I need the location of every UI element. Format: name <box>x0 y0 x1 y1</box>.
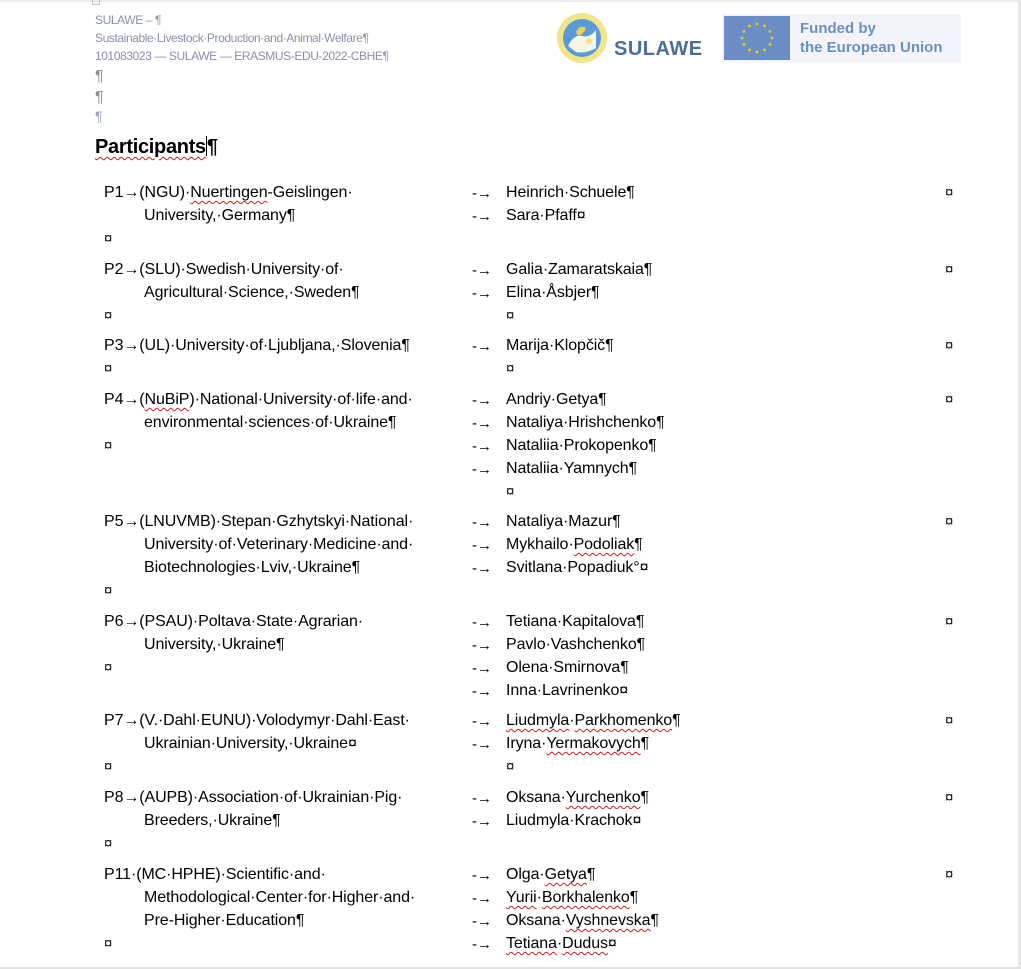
header-line-1[interactable]: SULAWE – ¶ <box>95 13 162 27</box>
contact-name[interactable] <box>506 284 600 302</box>
text-run: Nataliia·Yamnych¶ <box>506 460 638 477</box>
spellcheck-flagged-word: Nuertingen <box>190 184 268 201</box>
text-run: )·National·University·of·life·and· <box>189 391 413 408</box>
contact-name[interactable] <box>506 659 629 677</box>
text-run: P11·(MC·HPHE)·Scientific·and· <box>104 866 326 883</box>
contact-name[interactable] <box>506 536 643 554</box>
text-run: ¤ <box>607 935 617 952</box>
bullet-arrow-icon: -→ <box>472 713 492 730</box>
text-run: Galia·Zamaratskaia¶ <box>506 261 653 278</box>
cell-end-mark: ¤ <box>506 758 515 775</box>
organization-line[interactable] <box>144 636 285 654</box>
spellcheck-flagged-word: Borkhalenko <box>541 889 630 906</box>
row-end-mark: ¤ <box>945 866 954 883</box>
spellcheck-flagged-word: Parkhomenko <box>574 712 673 729</box>
text-run: University,·Germany¶ <box>144 207 296 224</box>
contact-name[interactable] <box>506 613 644 631</box>
text-run: Biotechnologies·Lviv,·Ukraine¶ <box>144 559 361 576</box>
cell-end-mark: ¤ <box>506 307 515 324</box>
cell-end-mark: ¤ <box>104 659 113 676</box>
text-run: P3→(UL)·University·of·Ljubljana,·Slovenia¶ <box>104 337 410 354</box>
cell-end-mark: ¤ <box>104 835 113 852</box>
page-top-edge <box>0 0 1021 2</box>
bullet-arrow-icon: -→ <box>472 614 492 631</box>
organization-line[interactable] <box>104 391 413 409</box>
organization-line[interactable] <box>144 284 360 302</box>
contact-name[interactable] <box>506 812 641 830</box>
organization-line[interactable] <box>144 536 413 554</box>
organization-line[interactable] <box>144 912 304 930</box>
cell-end-mark: ¤ <box>506 483 515 500</box>
bullet-arrow-icon: -→ <box>472 208 492 225</box>
organization-line[interactable] <box>144 735 357 753</box>
text-run: Olga· <box>506 866 545 883</box>
row-end-mark: ¤ <box>945 789 954 806</box>
text-run: · <box>556 935 563 952</box>
bullet-arrow-icon: -→ <box>472 683 492 700</box>
spellcheck-flagged-word: Tetiana <box>506 935 557 952</box>
header-line-2[interactable]: Sustainable·Livestock·Production·and·Animal·Welfare¶ <box>95 31 369 45</box>
contact-name[interactable] <box>506 437 657 455</box>
title-paragraph-mark: ¶ <box>206 136 218 158</box>
text-run: Nataliia·Prokopenko¶ <box>506 437 657 454</box>
bullet-arrow-icon: -→ <box>472 461 492 478</box>
text-run: P1→(NGU)· <box>104 184 191 201</box>
contact-name[interactable] <box>506 636 645 654</box>
text-run: Nataliya·Hrishchenko¶ <box>506 414 665 431</box>
cell-end-mark: ¤ <box>104 437 113 454</box>
contact-name[interactable] <box>506 912 659 930</box>
cell-end-mark: ¤ <box>506 360 515 377</box>
contact-name[interactable] <box>506 184 635 202</box>
bullet-arrow-icon: -→ <box>472 560 492 577</box>
contact-name[interactable] <box>506 261 652 279</box>
spellcheck-flagged-word: Yurii <box>506 889 537 906</box>
row-end-mark: ¤ <box>945 513 954 530</box>
text-run: ¶ <box>672 712 681 729</box>
contact-name[interactable] <box>506 559 648 577</box>
text-run: P6→(PSAU)·Poltava·State·Agrarian· <box>104 613 364 630</box>
contact-name[interactable] <box>506 513 621 531</box>
spellcheck-flagged-word: Podoliak <box>573 536 635 553</box>
text-run: Oksana· <box>506 789 566 806</box>
text-run: Breeders,·Ukraine¶ <box>144 812 281 829</box>
contact-name[interactable] <box>506 866 595 884</box>
bullet-arrow-icon: -→ <box>472 660 492 677</box>
organization-line[interactable] <box>104 789 402 807</box>
bullet-arrow-icon: -→ <box>472 736 492 753</box>
bullet-arrow-icon: -→ <box>472 285 492 302</box>
organization-line[interactable] <box>104 866 326 884</box>
text-run: Andriy·Getya¶ <box>506 391 607 408</box>
text-run: Heinrich·Schuele¶ <box>506 184 635 201</box>
organization-line[interactable] <box>144 559 360 577</box>
bullet-arrow-icon: -→ <box>472 813 492 830</box>
text-run: Oksana· <box>506 912 566 929</box>
title-text: Participants <box>95 136 206 158</box>
eu-funding-logo <box>722 14 961 62</box>
organization-line[interactable] <box>144 414 396 432</box>
bullet-arrow-icon: -→ <box>472 338 492 355</box>
text-run: P7→(V.·Dahl·EUNU)·Volodymyr·Dahl·East· <box>104 712 410 729</box>
cell-end-mark: ¤ <box>104 758 113 775</box>
text-run: Pavlo·Vashchenko¶ <box>506 636 646 653</box>
contact-name[interactable] <box>506 889 638 907</box>
row-end-mark: ¤ <box>945 712 954 729</box>
text-run: ¶ <box>650 912 659 929</box>
text-run: Elina·Åsbjer¶ <box>506 284 600 301</box>
contact-name[interactable] <box>506 337 614 355</box>
text-run: ¶ <box>629 889 639 906</box>
cell-end-mark: ¤ <box>104 230 113 247</box>
page-title[interactable] <box>95 136 218 159</box>
spellcheck-flagged-word: Getya <box>544 866 587 883</box>
text-run: ¶ <box>640 789 649 806</box>
organization-line[interactable] <box>104 613 363 631</box>
eu-text-line-2: the European Union <box>800 39 943 56</box>
organization-line[interactable] <box>104 184 353 202</box>
bullet-arrow-icon: -→ <box>472 913 492 930</box>
spellcheck-flagged-word: Liudmyla <box>506 712 570 729</box>
text-run: -Geislingen· <box>267 184 353 201</box>
bullet-arrow-icon: -→ <box>472 262 492 279</box>
text-run: Mykhailo· <box>506 536 574 553</box>
sulawe-logo-text: SULAWE <box>614 38 703 60</box>
spellcheck-flagged-word: Yurchenko <box>565 789 641 806</box>
bullet-arrow-icon: -→ <box>472 537 492 554</box>
text-run: Nataliya·Mazur¶ <box>506 513 621 530</box>
text-run: Sara·Pfaff¤ <box>506 207 586 224</box>
text-run: P5→(LNUVMB)·Stepan·Gzhytskyi·National· <box>104 513 414 530</box>
organization-line[interactable] <box>144 812 281 830</box>
text-run: Inna·Lavrinenko¤ <box>506 682 629 699</box>
bullet-arrow-icon: -→ <box>472 936 492 953</box>
organization-line[interactable] <box>104 337 410 355</box>
contact-name[interactable] <box>506 735 649 753</box>
contact-name[interactable] <box>506 935 617 953</box>
text-run: ¶ <box>586 866 596 883</box>
text-run: ¶ <box>634 536 643 553</box>
eu-funding-text <box>800 19 943 57</box>
cell-end-mark: ¤ <box>104 935 113 952</box>
text-run: University,·Ukraine¶ <box>144 636 285 653</box>
sulawe-logo-icon <box>556 12 608 64</box>
text-run: Methodological·Center·for·Higher·and· <box>144 889 416 906</box>
text-run: P4→( <box>104 391 145 408</box>
cell-end-mark: ¤ <box>104 582 113 599</box>
text-run: Agricultural·Science,·Sweden¶ <box>144 284 360 301</box>
bullet-arrow-icon: -→ <box>472 890 492 907</box>
row-end-mark: ¤ <box>945 261 954 278</box>
contact-name[interactable] <box>506 414 665 432</box>
contact-name[interactable] <box>506 712 681 730</box>
text-run: Ukrainian·University,·Ukraine¤ <box>144 735 357 752</box>
text-run: ¶ <box>640 735 650 752</box>
bullet-arrow-icon: -→ <box>472 637 492 654</box>
text-run: P2→(SLU)·Swedish·University·of· <box>104 261 344 278</box>
spellcheck-flagged-word: NuBiP <box>144 391 190 408</box>
bullet-arrow-icon: -→ <box>472 514 492 531</box>
text-run: · <box>536 889 542 906</box>
text-run: environmental·sciences·of·Ukraine¶ <box>144 414 397 431</box>
row-end-mark: ¤ <box>945 184 954 201</box>
eu-flag-icon <box>724 16 790 60</box>
header-line-3[interactable]: 101083023 — SULAWE — ERASMUS-EDU-2022-CBHE¶ <box>95 49 389 63</box>
organization-line[interactable] <box>144 207 295 225</box>
text-run: Olena·Smirnova¶ <box>506 659 629 676</box>
cell-end-mark: ¤ <box>104 307 113 324</box>
text-run: Iryna· <box>506 735 547 752</box>
text-run: University·of·Veterinary·Medicine·and· <box>144 536 414 553</box>
contact-name[interactable] <box>506 789 649 807</box>
organization-line[interactable] <box>104 712 410 730</box>
row-end-mark: ¤ <box>945 391 954 408</box>
bullet-arrow-icon: -→ <box>472 185 492 202</box>
row-end-mark: ¤ <box>945 337 954 354</box>
contact-name[interactable] <box>506 460 637 478</box>
text-run: Liudmyla·Krachok¤ <box>506 812 642 829</box>
bullet-arrow-icon: -→ <box>472 415 492 432</box>
text-run: Pre-Higher·Education¶ <box>144 912 305 929</box>
empty-paragraph-mark[interactable]: ¶ <box>95 68 104 85</box>
organization-line[interactable] <box>104 513 413 531</box>
contact-name[interactable] <box>506 207 586 225</box>
row-end-mark: ¤ <box>945 613 954 630</box>
text-run: Tetiana·Kapitalova¶ <box>506 613 645 630</box>
spellcheck-flagged-word: Dudus <box>562 935 608 952</box>
text-run: Marija·Klopčič¶ <box>506 337 614 354</box>
contact-name[interactable] <box>506 682 628 700</box>
bullet-arrow-icon: -→ <box>472 438 492 455</box>
spellcheck-flagged-word: Vyshnevska <box>565 912 651 929</box>
text-run: P8→(AUPB)·Association·of·Ukrainian·Pig· <box>104 789 403 806</box>
organization-line[interactable] <box>104 261 344 279</box>
empty-paragraph-mark[interactable]: ¶ <box>95 89 104 106</box>
bullet-arrow-icon: -→ <box>472 392 492 409</box>
text-run: · <box>569 712 575 729</box>
organization-line[interactable] <box>144 889 415 907</box>
text-run: Svitlana·Popadiuk°¤ <box>506 559 649 576</box>
spellcheck-flagged-word: Yermakovych <box>546 735 641 752</box>
empty-paragraph-mark[interactable]: ¶ <box>95 108 103 124</box>
margin-corner-mark <box>92 0 100 5</box>
eu-text-line-1: Funded by <box>800 20 876 37</box>
contact-name[interactable] <box>506 391 607 409</box>
bullet-arrow-icon: -→ <box>472 867 492 884</box>
cell-end-mark: ¤ <box>104 360 113 377</box>
bullet-arrow-icon: -→ <box>472 790 492 807</box>
